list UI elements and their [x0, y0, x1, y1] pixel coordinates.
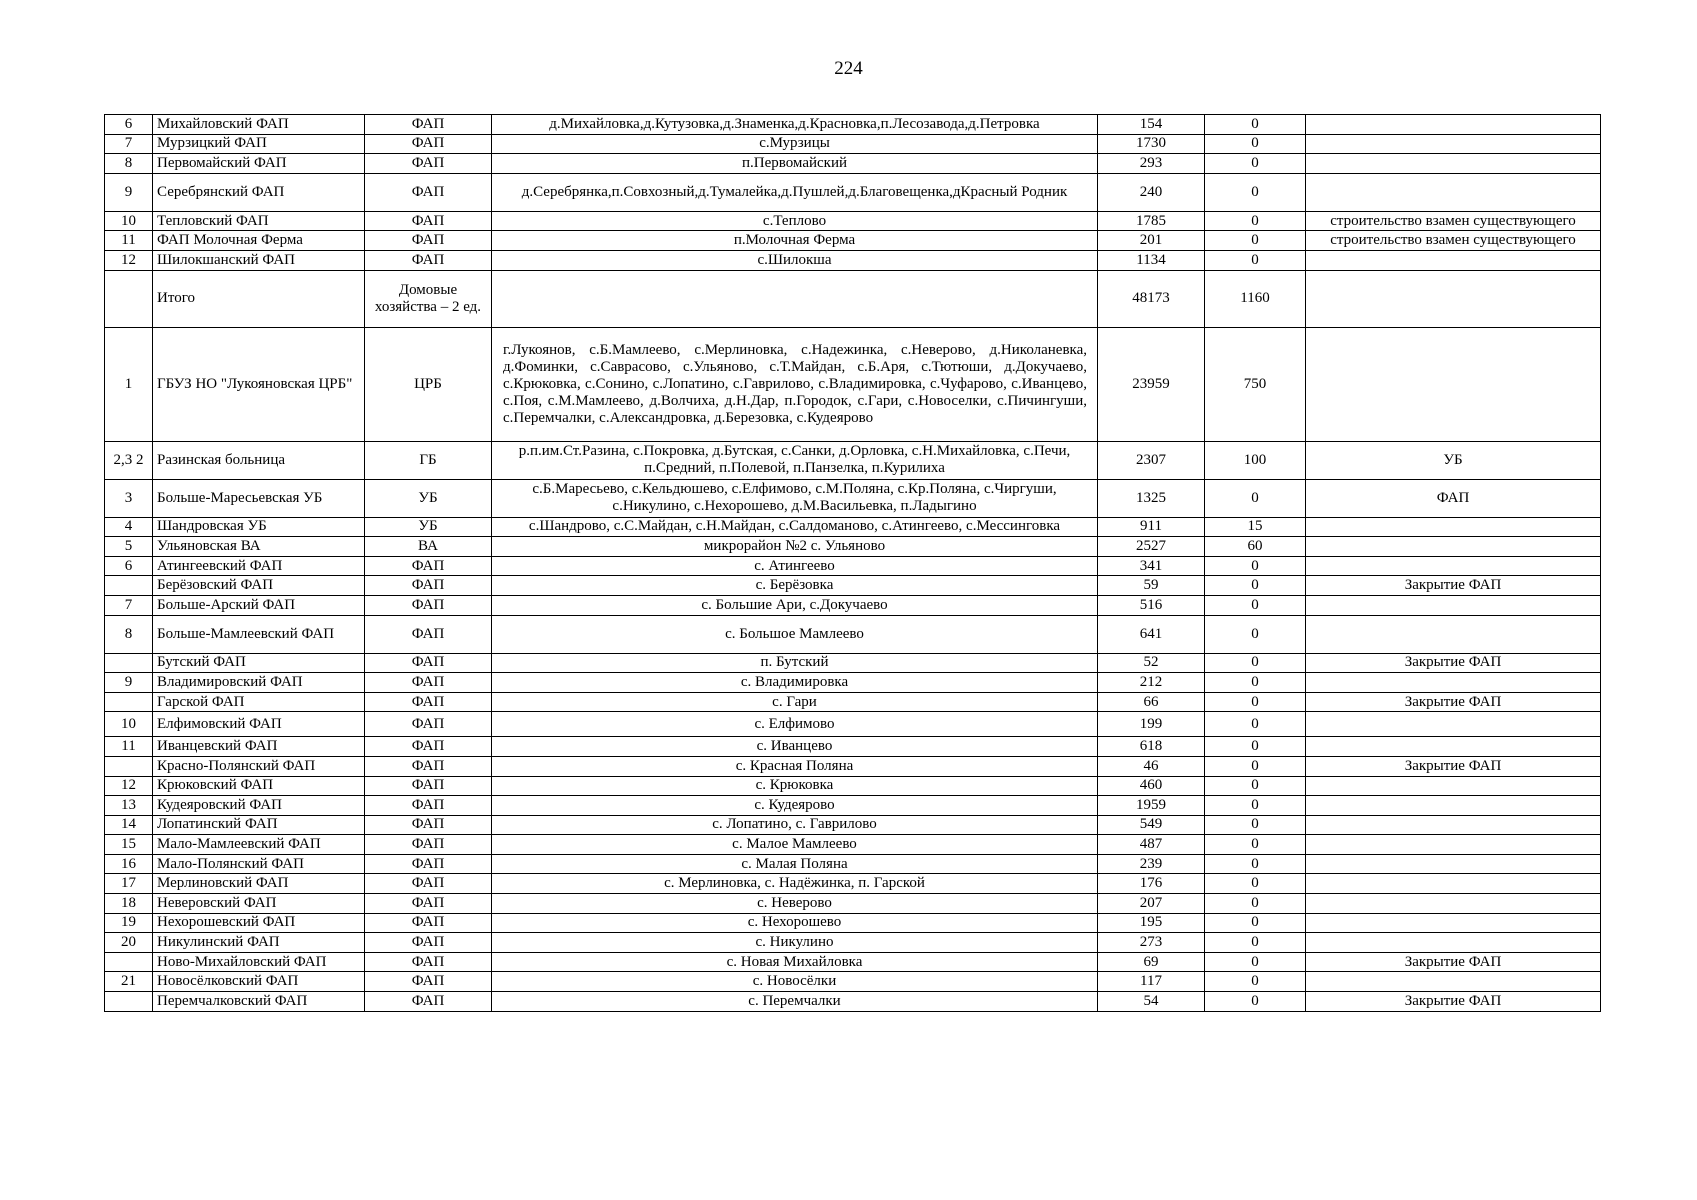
table-row [105, 692, 1601, 712]
facility-name-cell: Первомайский ФАП [153, 154, 365, 174]
row-number-cell: 18 [105, 894, 153, 914]
note-cell [1306, 776, 1601, 796]
row-number-cell: 15 [105, 835, 153, 855]
note-cell: строительство взамен существующего [1306, 231, 1601, 251]
row-number-cell: 10 [105, 712, 153, 737]
facility-name-cell: Больше-Мамлеевский ФАП [153, 615, 365, 653]
population-cell: 293 [1098, 154, 1205, 174]
facility-type-cell: ФАП [365, 933, 492, 953]
population-cell: 46 [1098, 756, 1205, 776]
facility-type-cell: ФАП [365, 913, 492, 933]
row-number-cell: 21 [105, 972, 153, 992]
service-area-cell: с. Мерлиновка, с. Надёжинка, п. Гарской [492, 874, 1098, 894]
population-cell: 341 [1098, 556, 1205, 576]
beds-cell: 60 [1205, 537, 1306, 557]
facility-name-cell: Разинская больница [153, 441, 365, 479]
row-number-cell: 12 [105, 776, 153, 796]
beds-cell: 0 [1205, 231, 1306, 251]
note-cell [1306, 134, 1601, 154]
service-area-cell: с. Никулино [492, 933, 1098, 953]
note-cell [1306, 712, 1601, 737]
service-area-cell: с. Кудеярово [492, 796, 1098, 816]
service-area-cell: с. Владимировка [492, 673, 1098, 693]
note-cell [1306, 250, 1601, 270]
beds-cell: 1160 [1205, 270, 1306, 327]
table-row [105, 972, 1601, 992]
beds-cell: 0 [1205, 173, 1306, 211]
row-number-cell [105, 692, 153, 712]
population-cell: 201 [1098, 231, 1205, 251]
note-cell [1306, 913, 1601, 933]
population-cell: 460 [1098, 776, 1205, 796]
population-cell: 618 [1098, 737, 1205, 757]
beds-cell: 0 [1205, 737, 1306, 757]
note-cell [1306, 270, 1601, 327]
table-row [105, 776, 1601, 796]
note-cell [1306, 173, 1601, 211]
row-number-cell: 2,3 2 [105, 441, 153, 479]
beds-cell: 0 [1205, 835, 1306, 855]
row-number-cell [105, 952, 153, 972]
facility-type-cell: ФАП [365, 615, 492, 653]
row-number-cell: 7 [105, 595, 153, 615]
population-cell: 641 [1098, 615, 1205, 653]
facility-type-cell: ФАП [365, 854, 492, 874]
beds-cell: 0 [1205, 556, 1306, 576]
population-cell: 911 [1098, 517, 1205, 537]
note-cell: Закрытие ФАП [1306, 952, 1601, 972]
note-cell: Закрытие ФАП [1306, 992, 1601, 1012]
beds-cell: 0 [1205, 894, 1306, 914]
beds-cell: 0 [1205, 933, 1306, 953]
facility-name-cell: ГБУЗ НО "Лукояновская ЦРБ" [153, 327, 365, 441]
row-number-cell: 9 [105, 173, 153, 211]
facility-type-cell: ФАП [365, 595, 492, 615]
facility-name-cell: Неверовский ФАП [153, 894, 365, 914]
row-number-cell: 6 [105, 115, 153, 135]
table-row [105, 854, 1601, 874]
row-number-cell: 8 [105, 615, 153, 653]
facility-name-cell: Итого [153, 270, 365, 327]
service-area-cell: п. Бутский [492, 653, 1098, 673]
facility-type-cell: ФАП [365, 154, 492, 174]
table-row [105, 737, 1601, 757]
note-cell [1306, 517, 1601, 537]
population-cell: 240 [1098, 173, 1205, 211]
population-cell: 54 [1098, 992, 1205, 1012]
service-area-cell: с. Новосёлки [492, 972, 1098, 992]
note-cell [1306, 737, 1601, 757]
note-cell: ФАП [1306, 479, 1601, 517]
facility-name-cell: Ульяновская ВА [153, 537, 365, 557]
facility-type-cell: ФАП [365, 556, 492, 576]
population-cell: 1785 [1098, 211, 1205, 231]
population-cell: 59 [1098, 576, 1205, 596]
service-area-cell: с.Шилокша [492, 250, 1098, 270]
facility-type-cell: ФАП [365, 173, 492, 211]
facility-name-cell: Крюковский ФАП [153, 776, 365, 796]
service-area-cell: р.п.им.Ст.Разина, с.Покровка, д.Бутская, с.Санки, д.Орловка, с.Н.Михайловка, с.Печи, п.Средний, п.Полевой, п.Панзелка, п.Курилиха [492, 441, 1098, 479]
row-number-cell: 20 [105, 933, 153, 953]
facility-type-cell: ФАП [365, 692, 492, 712]
facility-type-cell: ФАП [365, 250, 492, 270]
population-cell: 273 [1098, 933, 1205, 953]
table-row [105, 441, 1601, 479]
note-cell: Закрытие ФАП [1306, 756, 1601, 776]
beds-cell: 0 [1205, 874, 1306, 894]
note-cell [1306, 673, 1601, 693]
facility-name-cell: Атингеевский ФАП [153, 556, 365, 576]
facility-type-cell: ФАП [365, 737, 492, 757]
note-cell [1306, 835, 1601, 855]
row-number-cell: 17 [105, 874, 153, 894]
beds-cell: 0 [1205, 776, 1306, 796]
row-number-cell: 7 [105, 134, 153, 154]
facility-name-cell: Мало-Мамлеевский ФАП [153, 835, 365, 855]
row-number-cell: 8 [105, 154, 153, 174]
row-number-cell: 3 [105, 479, 153, 517]
service-area-cell: микрорайон №2 с. Ульяново [492, 537, 1098, 557]
table-row [105, 595, 1601, 615]
table-row [105, 134, 1601, 154]
note-cell [1306, 972, 1601, 992]
facility-name-cell: Серебрянский ФАП [153, 173, 365, 211]
service-area-cell: д.Михайловка,д.Кутузовка,д.Знаменка,д.Красновка,п.Лесозавода,д.Петровка [492, 115, 1098, 135]
population-cell: 1959 [1098, 796, 1205, 816]
beds-cell: 0 [1205, 913, 1306, 933]
beds-cell: 0 [1205, 992, 1306, 1012]
facility-type-cell: ФАП [365, 231, 492, 251]
table-row [105, 835, 1601, 855]
facility-type-cell: ФАП [365, 972, 492, 992]
population-cell: 487 [1098, 835, 1205, 855]
facility-type-cell: ФАП [365, 776, 492, 796]
note-cell [1306, 815, 1601, 835]
population-cell: 48173 [1098, 270, 1205, 327]
note-cell [1306, 615, 1601, 653]
facility-type-cell: ЦРБ [365, 327, 492, 441]
table-row [105, 479, 1601, 517]
population-cell: 199 [1098, 712, 1205, 737]
service-area-cell: с.Мурзицы [492, 134, 1098, 154]
service-area-cell: с. Иванцево [492, 737, 1098, 757]
beds-cell: 0 [1205, 211, 1306, 231]
population-cell: 176 [1098, 874, 1205, 894]
table-row [105, 653, 1601, 673]
facility-name-cell: Кудеяровский ФАП [153, 796, 365, 816]
row-number-cell [105, 992, 153, 1012]
facility-name-cell: Бутский ФАП [153, 653, 365, 673]
table-row [105, 952, 1601, 972]
table-body [105, 115, 1601, 1012]
table-row [105, 327, 1601, 441]
facility-type-cell: ФАП [365, 211, 492, 231]
service-area-cell: с. Большое Мамлеево [492, 615, 1098, 653]
table-row [105, 154, 1601, 174]
facility-name-cell: Гарской ФАП [153, 692, 365, 712]
table-row [105, 270, 1601, 327]
beds-cell: 0 [1205, 972, 1306, 992]
facility-type-cell: Домовые хозяйства – 2 ед. [365, 270, 492, 327]
service-area-cell: с. Крюковка [492, 776, 1098, 796]
facility-name-cell: Красно-Полянский ФАП [153, 756, 365, 776]
row-number-cell: 14 [105, 815, 153, 835]
beds-cell: 750 [1205, 327, 1306, 441]
facility-type-cell: УБ [365, 517, 492, 537]
service-area-cell: с. Перемчалки [492, 992, 1098, 1012]
service-area-cell: с. Елфимово [492, 712, 1098, 737]
table-row [105, 673, 1601, 693]
facility-name-cell: Шилокшанский ФАП [153, 250, 365, 270]
table-row [105, 874, 1601, 894]
service-area-cell: с. Малая Поляна [492, 854, 1098, 874]
beds-cell: 100 [1205, 441, 1306, 479]
note-cell [1306, 556, 1601, 576]
service-area-cell: с. Берёзовка [492, 576, 1098, 596]
facility-name-cell: Больше-Арский ФАП [153, 595, 365, 615]
facility-name-cell: Мало-Полянский ФАП [153, 854, 365, 874]
service-area-cell [492, 270, 1098, 327]
facility-type-cell: ФАП [365, 712, 492, 737]
population-cell: 154 [1098, 115, 1205, 135]
facility-type-cell: ФАП [365, 815, 492, 835]
note-cell [1306, 115, 1601, 135]
row-number-cell [105, 270, 153, 327]
table-row [105, 933, 1601, 953]
table-row [105, 115, 1601, 135]
beds-cell: 0 [1205, 756, 1306, 776]
population-cell: 195 [1098, 913, 1205, 933]
population-cell: 1134 [1098, 250, 1205, 270]
table-row [105, 815, 1601, 835]
note-cell [1306, 894, 1601, 914]
facility-type-cell: ФАП [365, 992, 492, 1012]
service-area-cell: с. Гари [492, 692, 1098, 712]
population-cell: 212 [1098, 673, 1205, 693]
service-area-cell: г.Лукоянов, с.Б.Мамлеево, с.Мерлиновка, с.Надежинка, с.Неверово, д.Николаневка, д.Фоминки, с.Саврасово, с.Ульяново, с.Т.Майдан, с.Б.Аря, с.Тютюши, д.Докучаево, с.Крюковка, с.Сонино, с.Лопатино, с.Гаврилово, с.Владимировка, с.Чуфарово, с.Иванцево, с.Поя, с.М.Мамлеево, д.Волчиха, д.Н.Дар, п.Городок, с.Гари, с.Новоселки, с.Пичингуши, с.Перемчалки, с.Александровка, д.Березовка, с.Кудеярово [492, 327, 1098, 441]
population-cell: 2307 [1098, 441, 1205, 479]
row-number-cell: 11 [105, 231, 153, 251]
population-cell: 66 [1098, 692, 1205, 712]
facility-type-cell: ВА [365, 537, 492, 557]
row-number-cell: 4 [105, 517, 153, 537]
facility-name-cell: Михайловский ФАП [153, 115, 365, 135]
facility-name-cell: Больше-Маресьевская УБ [153, 479, 365, 517]
beds-cell: 0 [1205, 653, 1306, 673]
table-row [105, 913, 1601, 933]
table-row [105, 894, 1601, 914]
row-number-cell: 13 [105, 796, 153, 816]
facility-type-cell: ФАП [365, 576, 492, 596]
table-row [105, 250, 1601, 270]
facility-name-cell: Ново-Михайловский ФАП [153, 952, 365, 972]
row-number-cell: 6 [105, 556, 153, 576]
population-cell: 117 [1098, 972, 1205, 992]
service-area-cell: с. Красная Поляна [492, 756, 1098, 776]
row-number-cell: 11 [105, 737, 153, 757]
service-area-cell: с. Большие Ари, с.Докучаево [492, 595, 1098, 615]
facility-name-cell: Берёзовский ФАП [153, 576, 365, 596]
table-row [105, 796, 1601, 816]
population-cell: 516 [1098, 595, 1205, 615]
population-cell: 23959 [1098, 327, 1205, 441]
facility-type-cell: ФАП [365, 653, 492, 673]
facility-name-cell: ФАП Молочная Ферма [153, 231, 365, 251]
note-cell: Закрытие ФАП [1306, 653, 1601, 673]
row-number-cell: 1 [105, 327, 153, 441]
service-area-cell: с. Неверово [492, 894, 1098, 914]
table-row [105, 211, 1601, 231]
note-cell: строительство взамен существующего [1306, 211, 1601, 231]
facility-type-cell: ФАП [365, 134, 492, 154]
population-cell: 1325 [1098, 479, 1205, 517]
table-row [105, 537, 1601, 557]
service-area-cell: с. Лопатино, с. Гаврилово [492, 815, 1098, 835]
facility-name-cell: Новосёлковский ФАП [153, 972, 365, 992]
facility-type-cell: ФАП [365, 115, 492, 135]
facility-type-cell: ФАП [365, 796, 492, 816]
facility-name-cell: Лопатинский ФАП [153, 815, 365, 835]
service-area-cell: п.Первомайский [492, 154, 1098, 174]
beds-cell: 15 [1205, 517, 1306, 537]
service-area-cell: д.Серебрянка,п.Совхозный,д.Тумалейка,д.Пушлей,д.Благовещенка,дКрасный Родник [492, 173, 1098, 211]
population-cell: 69 [1098, 952, 1205, 972]
note-cell [1306, 854, 1601, 874]
table-row [105, 992, 1601, 1012]
facility-type-cell: ГБ [365, 441, 492, 479]
population-cell: 1730 [1098, 134, 1205, 154]
row-number-cell: 12 [105, 250, 153, 270]
facility-name-cell: Нехорошевский ФАП [153, 913, 365, 933]
table-row [105, 173, 1601, 211]
population-cell: 239 [1098, 854, 1205, 874]
table-row [105, 517, 1601, 537]
beds-cell: 0 [1205, 796, 1306, 816]
table-row [105, 231, 1601, 251]
table-row [105, 756, 1601, 776]
facility-type-cell: ФАП [365, 874, 492, 894]
facility-type-cell: ФАП [365, 835, 492, 855]
beds-cell: 0 [1205, 712, 1306, 737]
note-cell [1306, 595, 1601, 615]
population-cell: 207 [1098, 894, 1205, 914]
facility-name-cell: Никулинский ФАП [153, 933, 365, 953]
note-cell: УБ [1306, 441, 1601, 479]
facility-type-cell: УБ [365, 479, 492, 517]
beds-cell: 0 [1205, 692, 1306, 712]
table-row [105, 712, 1601, 737]
service-area-cell: с. Атингеево [492, 556, 1098, 576]
facilities-table [104, 114, 1601, 1012]
beds-cell: 0 [1205, 576, 1306, 596]
service-area-cell: с.Шандрово, с.С.Майдан, с.Н.Майдан, с.Салдоманово, с.Атингеево, с.Мессинговка [492, 517, 1098, 537]
beds-cell: 0 [1205, 134, 1306, 154]
table-row [105, 615, 1601, 653]
facility-name-cell: Иванцевский ФАП [153, 737, 365, 757]
population-cell: 549 [1098, 815, 1205, 835]
beds-cell: 0 [1205, 250, 1306, 270]
population-cell: 52 [1098, 653, 1205, 673]
service-area-cell: п.Молочная Ферма [492, 231, 1098, 251]
note-cell [1306, 874, 1601, 894]
facility-name-cell: Мерлиновский ФАП [153, 874, 365, 894]
note-cell: Закрытие ФАП [1306, 692, 1601, 712]
beds-cell: 0 [1205, 952, 1306, 972]
facility-name-cell: Мурзицкий ФАП [153, 134, 365, 154]
note-cell [1306, 537, 1601, 557]
row-number-cell [105, 576, 153, 596]
beds-cell: 0 [1205, 615, 1306, 653]
population-cell: 2527 [1098, 537, 1205, 557]
facility-name-cell: Елфимовский ФАП [153, 712, 365, 737]
table-row [105, 576, 1601, 596]
row-number-cell: 9 [105, 673, 153, 693]
service-area-cell: с. Нехорошево [492, 913, 1098, 933]
note-cell [1306, 154, 1601, 174]
note-cell [1306, 327, 1601, 441]
facility-name-cell: Тепловский ФАП [153, 211, 365, 231]
note-cell: Закрытие ФАП [1306, 576, 1601, 596]
row-number-cell: 5 [105, 537, 153, 557]
beds-cell: 0 [1205, 854, 1306, 874]
facility-name-cell: Владимировский ФАП [153, 673, 365, 693]
service-area-cell: с.Теплово [492, 211, 1098, 231]
facility-name-cell: Шандровская УБ [153, 517, 365, 537]
table-row [105, 556, 1601, 576]
note-cell [1306, 933, 1601, 953]
facility-type-cell: ФАП [365, 952, 492, 972]
beds-cell: 0 [1205, 115, 1306, 135]
service-area-cell: с. Новая Михайловка [492, 952, 1098, 972]
facility-type-cell: ФАП [365, 673, 492, 693]
row-number-cell: 10 [105, 211, 153, 231]
beds-cell: 0 [1205, 595, 1306, 615]
beds-cell: 0 [1205, 673, 1306, 693]
page-number: 224 [834, 58, 863, 79]
row-number-cell [105, 653, 153, 673]
facility-name-cell: Перемчалковский ФАП [153, 992, 365, 1012]
facility-type-cell: ФАП [365, 756, 492, 776]
row-number-cell [105, 756, 153, 776]
beds-cell: 0 [1205, 815, 1306, 835]
facility-type-cell: ФАП [365, 894, 492, 914]
service-area-cell: с. Малое Мамлеево [492, 835, 1098, 855]
service-area-cell: с.Б.Маресьево, с.Кельдюшево, с.Елфимово, с.М.Поляна, с.Кр.Поляна, с.Чиргуши, с.Никулино, с.Нехорошево, д.М.Васильевка, п.Ладыгино [492, 479, 1098, 517]
beds-cell: 0 [1205, 154, 1306, 174]
row-number-cell: 19 [105, 913, 153, 933]
beds-cell: 0 [1205, 479, 1306, 517]
row-number-cell: 16 [105, 854, 153, 874]
note-cell [1306, 796, 1601, 816]
